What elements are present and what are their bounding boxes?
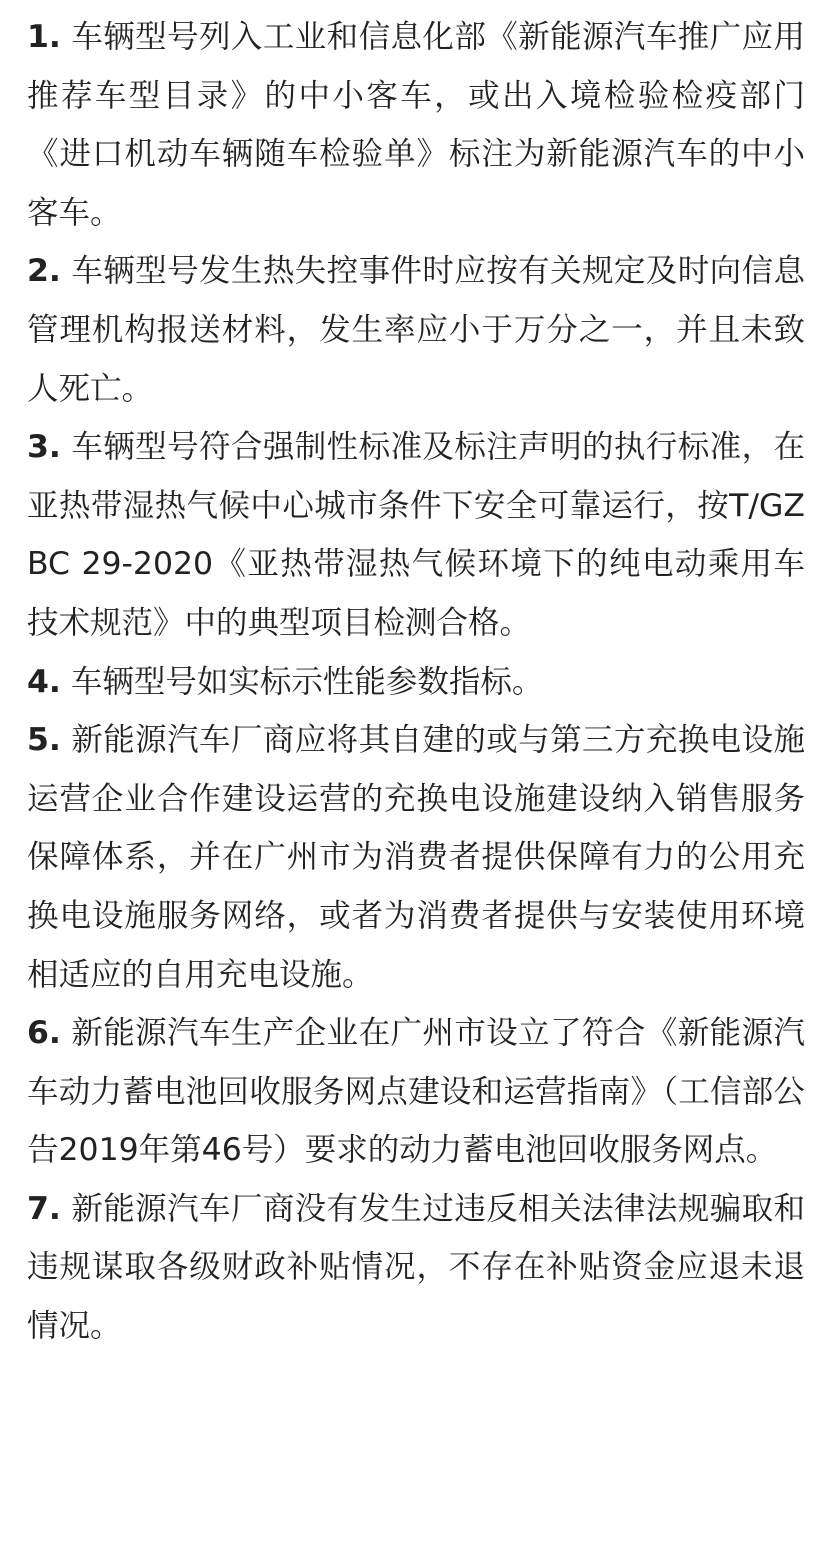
item-text: 车辆型号符合强制性标准及标注声明的执行标准，在亚热带湿热气候中心城市条件下安全可靠运行，按T/GZBC 29-2020《亚热带湿热气候环境下的纯电动乘用车技术规范》中的典型项目检测合格。	[27, 429, 805, 641]
list-item-4	[27, 653, 805, 712]
list-item-5	[27, 711, 805, 1004]
item-number: 2.	[27, 253, 61, 290]
item-number: 4.	[27, 663, 61, 700]
list-item-7	[27, 1180, 805, 1356]
item-text: 新能源汽车生产企业在广州市设立了符合《新能源汽车动力蓄电池回收服务网点建设和运营指南》（工信部公告2019年第46号）要求的动力蓄电池回收服务网点。	[27, 1015, 805, 1169]
item-number: 6.	[27, 1015, 61, 1052]
item-text: 车辆型号如实标示性能参数指标。	[70, 663, 544, 700]
list-item-2	[27, 242, 805, 418]
item-number: 3.	[27, 429, 61, 466]
item-text: 车辆型号列入工业和信息化部《新能源汽车推广应用推荐车型目录》的中小客车，或出入境检验检疫部门《进口机动车辆随车检验单》标注为新能源汽车的中小客车。	[27, 19, 805, 231]
list-item-3	[27, 418, 805, 652]
item-number: 7.	[27, 1190, 61, 1227]
item-text: 新能源汽车厂商没有发生过违反相关法律法规骗取和违规谋取各级财政补贴情况，不存在补贴资金应退未退情况。	[27, 1190, 805, 1345]
list-item-6	[27, 1004, 805, 1180]
list-item-1	[27, 8, 805, 242]
item-text: 新能源汽车厂商应将其自建的或与第三方充换电设施运营企业合作建设运营的充换电设施建设纳入销售服务保障体系，并在广州市为消费者提供保障有力的公用充换电设施服务网络，或者为消费者提供与安装使用环境相适应的自用充电设施。	[27, 722, 805, 993]
item-number: 5.	[27, 722, 61, 759]
item-number: 1.	[27, 19, 61, 55]
item-text: 车辆型号发生热失控事件时应按有关规定及时向信息管理机构报送材料，发生率应小于万分之一，并且未致人死亡。	[27, 253, 805, 407]
